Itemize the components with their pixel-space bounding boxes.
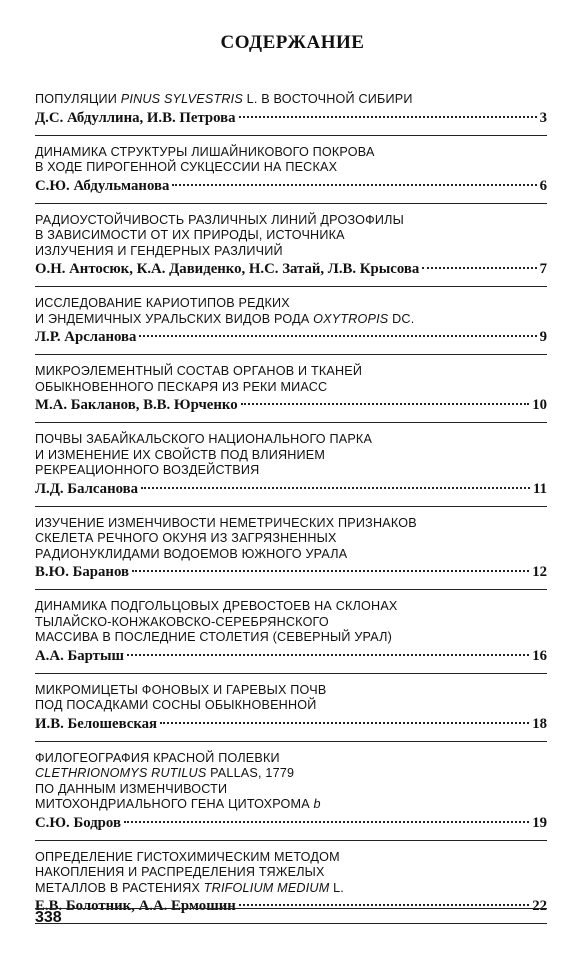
entry-title-line: CLETHRIONOMYS RUTILUS PALLAS, 1779 [35,766,295,780]
toc-entry [35,92,547,136]
entry-author-row [35,396,547,415]
entry-author-row [35,260,547,279]
entry-page-number: 6 [539,177,547,194]
entry-title [35,364,547,395]
entry-authors: М.А. Бакланов, В.В. Юрченко [35,397,238,413]
dot-leader [132,570,529,572]
entry-title-line: ИССЛЕДОВАНИЕ КАРИОТИПОВ РЕДКИХ [35,296,290,310]
entry-title-line: РАДИОНУКЛИДАМИ ВОДОЕМОВ ЮЖНОГО УРАЛА [35,546,348,561]
page-number: 338 [35,909,62,926]
toc-entry [35,599,547,674]
dot-leader [241,403,530,405]
entry-page-number: 3 [539,109,547,126]
entry-title-line: ФИЛОГЕОГРАФИЯ КРАСНОЙ ПОЛЕВКИ [35,750,280,765]
toc-entry [35,516,547,591]
entry-title [35,599,547,646]
entry-authors: С.Ю. Бодров [35,814,121,831]
entry-title-line: ИЗУЧЕНИЕ ИЗМЕНЧИВОСТИ НЕМЕТРИЧЕСКИХ ПРИЗНАКОВ [35,515,417,530]
entry-title-line: ТЫЛАЙСКО-КОНЖАКОВСКО-СЕРЕБРЯНСКОГО [35,614,329,629]
entry-title-line: ОБЫКНОВЕННОГО ПЕСКАРЯ ИЗ РЕКИ МИАСС [35,379,328,394]
dot-leader [239,904,529,906]
table-of-contents [35,92,547,933]
entry-title [35,213,547,260]
entry-authors: А.А. Бартыш [35,647,124,664]
entry-title-line: В ЗАВИСИМОСТИ ОТ ИХ ПРИРОДЫ, ИСТОЧНИКА [35,228,345,242]
entry-title-line: МИКРОЭЛЕМЕНТНЫЙ СОСТАВ ОРГАНОВ И ТКАНЕЙ [35,364,363,378]
entry-title-line: И ЭНДЕМИЧНЫХ УРАЛЬСКИХ ВИДОВ РОДА OXYTROPIS DC. [35,311,415,326]
entry-title-line: ДИНАМИКА ПОДГОЛЬЦОВЫХ ДРЕВОСТОЕВ НА СКЛОНАХ [35,599,398,613]
entry-page-number: 22 [532,898,547,914]
entry-title-line: ПОПУЛЯЦИИ PINUS SYLVESTRIS L. В ВОСТОЧНОЙ СИБИРИ [35,92,413,106]
entry-author-row [35,109,547,128]
entry-title-line: МЕТАЛЛОВ В РАСТЕНИЯХ TRIFOLIUM MEDIUM L. [35,880,345,895]
entry-authors: Д.С. Абдуллина, И.В. Петрова [35,109,236,126]
entry-author-row [35,177,547,196]
entry-authors: Е.В. Болотник, А.А. Ермошин [35,898,236,914]
entry-title-line: МИКРОМИЦЕТЫ ФОНОВЫХ И ГАРЕВЫХ ПОЧВ [35,682,327,697]
toc-entry [35,213,547,288]
entry-authors: И.В. Белошевская [35,715,158,732]
entry-title-line: ПОД ПОСАДКАМИ СОСНЫ ОБЫКНОВЕННОЙ [35,698,317,712]
entry-authors: С.Ю. Абдульманова [35,177,170,194]
entry-title-line: ПО ДАННЫМ ИЗМЕНЧИВОСТИ [35,781,228,796]
entry-page-number: 16 [532,647,547,664]
entry-title [35,92,547,108]
entry-title-line: РЕКРЕАЦИОННОГО ВОЗДЕЙСТВИЯ [35,463,260,477]
entry-author-row [35,647,547,666]
entry-title-line: ПОЧВЫ ЗАБАЙКАЛЬСКОГО НАЦИОНАЛЬНОГО ПАРКА [35,432,373,446]
entry-title [35,296,547,327]
entry-authors: В.Ю. Баранов [35,564,129,580]
entry-page-number: 9 [539,329,547,345]
entry-title-line: И ИЗМЕНЕНИЕ ИХ СВОЙСТВ ПОД ВЛИЯНИЕМ [35,447,326,462]
entry-author-row [35,715,547,734]
entry-title-line: В ХОДЕ ПИРОГЕННОЙ СУКЦЕССИИ НА ПЕСКАХ [35,160,338,174]
entry-title-line: НАКОПЛЕНИЯ И РАСПРЕДЕЛЕНИЯ ТЯЖЕЛЫХ [35,865,325,879]
dot-leader [141,487,530,489]
entry-author-row [35,814,547,833]
entry-author-row [35,480,547,499]
entry-title [35,516,547,563]
entry-authors: О.Н. Антосюк, К.А. Давиденко, Н.С. Затай, Л.В. Крысова [35,261,420,277]
entry-title-line: МИТОХОНДРИАЛЬНОГО ГЕНА ЦИТОХРОМА b [35,797,321,811]
entry-author-row [35,328,547,347]
toc-entry [35,364,547,423]
entry-title-line: ИЗЛУЧЕНИЯ И ГЕНДЕРНЫХ РАЗЛИЧИЙ [35,243,283,258]
entry-title-line: МАССИВА В ПОСЛЕДНИЕ СТОЛЕТИЯ (СЕВЕРНЫЙ УРАЛ) [35,630,393,644]
entry-title [35,683,547,714]
dot-leader [422,267,536,269]
entry-title [35,850,547,897]
footer-divider [35,908,547,909]
entry-author-row [35,563,547,582]
toc-entry [35,432,547,507]
dot-leader [124,821,529,823]
toc-entry [35,751,547,841]
entry-page-number: 19 [532,814,547,831]
entry-title [35,432,547,479]
entry-title-line: СКЕЛЕТА РЕЧНОГО ОКУНЯ ИЗ ЗАГРЯЗНЕННЫХ [35,531,337,545]
toc-entry [35,850,547,925]
page-title: СОДЕРЖАНИЕ [220,32,365,53]
dot-leader [172,184,536,186]
dot-leader [139,335,536,337]
entry-title [35,751,547,813]
entry-page-number: 12 [532,564,547,580]
dot-leader [160,722,529,724]
entry-page-number: 11 [533,480,547,497]
entry-page-number: 7 [539,261,547,277]
toc-entry [35,145,547,204]
entry-title-line: ОПРЕДЕЛЕНИЕ ГИСТОХИМИЧЕСКИМ МЕТОДОМ [35,849,340,864]
toc-entry [35,296,547,355]
dot-leader [127,654,529,656]
entry-page-number: 18 [532,715,547,732]
entry-page-number: 10 [532,397,547,413]
dot-leader [239,116,537,118]
entry-authors: Л.Р. Арсланова [35,329,137,345]
entry-author-row [35,897,547,916]
entry-authors: Л.Д. Балсанова [35,480,139,497]
entry-title-line: ДИНАМИКА СТРУКТУРЫ ЛИШАЙНИКОВОГО ПОКРОВА [35,144,375,159]
entry-title [35,145,547,176]
entry-title-line: РАДИОУСТОЙЧИВОСТЬ РАЗЛИЧНЫХ ЛИНИЙ ДРОЗОФИЛЫ [35,212,404,227]
toc-entry [35,683,547,742]
